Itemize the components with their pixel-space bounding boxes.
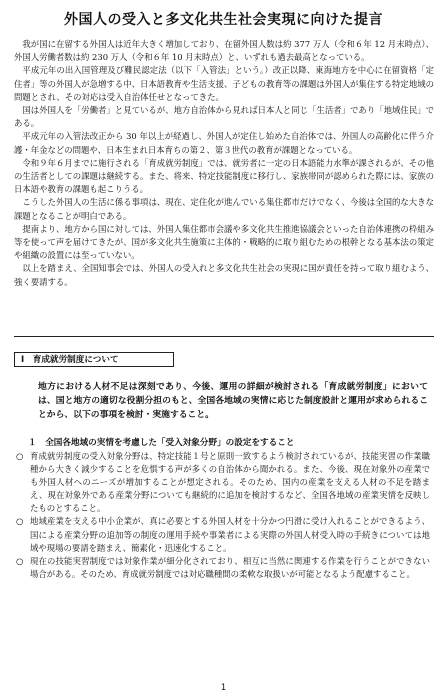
- list-item-text: 育成就労制度の受入対象分野は、特定技能１号と原則一致するよう検討されているが、技能実習の作業職種から大きく減少することを危惧する声が多くの自治体から聞かれる。また、今後、現在対象外の産業でも外国人材へのニーズが増加することが想定される。そのため、国内の産業を支える人材の不足を踏まえ、現在対象外である産業分野についても継続的に追加を検討するなど、全国各地域の産業実情を反映したものとすること。: [30, 451, 430, 514]
- list-item: [16, 450, 430, 515]
- list-item-text: 現在の技能実習制度では対象作業が細分化されており、相互に当然に関連する作業を行うことができない場合がある。そのため、育成就労制度では対応職種間の柔軟な取扱いが可能となるよう配慮すること。: [30, 555, 430, 579]
- page-number: 1: [220, 682, 227, 692]
- intro-paragraph: 令和９年６月までに施行される「育成就労制度」では、就労者に一定の日本語能力水準が課されるが、その他の生活者としての課題は継続する。また、将来、特定技能制度に移行し、家族帯同が認められた際には、家族の日本語や教育の課題も起こりうる。: [14, 157, 434, 195]
- bullet-circle-icon: ○: [16, 451, 24, 461]
- list-item: [16, 515, 430, 554]
- intro-paragraph: こうした外国人の生活に係る事項は、現在、定住化が進んでいる集住都市だけでなく、今後は全国的な大きな課題となることが明白である。: [14, 197, 434, 221]
- divider-line: [14, 336, 434, 337]
- subheading: １ 全国各地域の実情を考慮した「受入対象分野」の設定をすること: [28, 438, 295, 448]
- item-list: [16, 450, 430, 581]
- bullet-circle-icon: ○: [16, 555, 24, 566]
- lead-paragraph: 地方における人材不足は深刻であり、今後、運用の詳細が検討される「育成就労制度」においては、国と地方の適切な役割分担のもと、全国各地域の実情に応じた制度設計と運用が求められることから、以下の事項を検討・実施すること。: [38, 382, 428, 420]
- intro-paragraph: 国は外国人を「労働者」と見ているが、地方自治体から見れば日本人と同じ「生活者」であり「地域住民」である。: [14, 105, 434, 129]
- intro-paragraph: 平成元年の出入国管理及び難民認定法（以下「入管法」という。）改正以降、東海地方を中心に在留資格「定住者」等の外国人が急増する中、日本語教育や生活支援、子どもの教育等の課題は外国人が集住する特定地域の問題とされ、その対応は受入自治体任せとなってきた。: [14, 65, 434, 102]
- section-heading: Ⅰ 育成就労制度について: [14, 352, 174, 367]
- list-item: [16, 555, 430, 581]
- list-item-text: 地域産業を支える中小企業が、真に必要とする外国人材を十分かつ円滑に受け入れることができるよう、国による産業分野の追加等の制度の運用手続や事業者による実際の外国人材受入時の手続きについては地域や現場の要請を踏まえ、簡素化・迅速化すること。: [30, 516, 430, 553]
- bullet-circle-icon: ○: [16, 516, 24, 527]
- intro-paragraph: 我が国に在留する外国人は近年大きく増加しており、在留外国人数は約 377 万人（令和６年 12 月末時点）、外国人労働者数は約 230 万人（令和６年 10 月末時点）と、いずれも過去最高となっている。: [14, 39, 434, 63]
- intro-paragraph: 平成元年の入管法改正から 30 年以上が経過し、外国人が定住し始めた自治体では、外国人の高齢化に伴う介護・年金などの問題や、日本生まれ日本育ちの第２、第３世代の教育が課題となっている。: [14, 131, 434, 155]
- intro-paragraph: 提南より、地方から国に対しては、外国人集住都市会議や多文化共生推進協議会といった自治体連携の枠組み等を使って声を届けてきたが、国が多文化共生施策に主体的・戦略的に取り組むための根幹となる基本法の策定や組織の設置には至っていない。: [14, 223, 434, 261]
- intro-section: [14, 38, 434, 289]
- page-title: 外国人の受入と多文化共生社会実現に向けた提言: [64, 12, 383, 28]
- intro-paragraph: 以上を踏まえ、全国知事会では、外国人の受入れと多文化共生社会の実現に国が責任を持って取り組むよう、強く要請する。: [14, 263, 434, 287]
